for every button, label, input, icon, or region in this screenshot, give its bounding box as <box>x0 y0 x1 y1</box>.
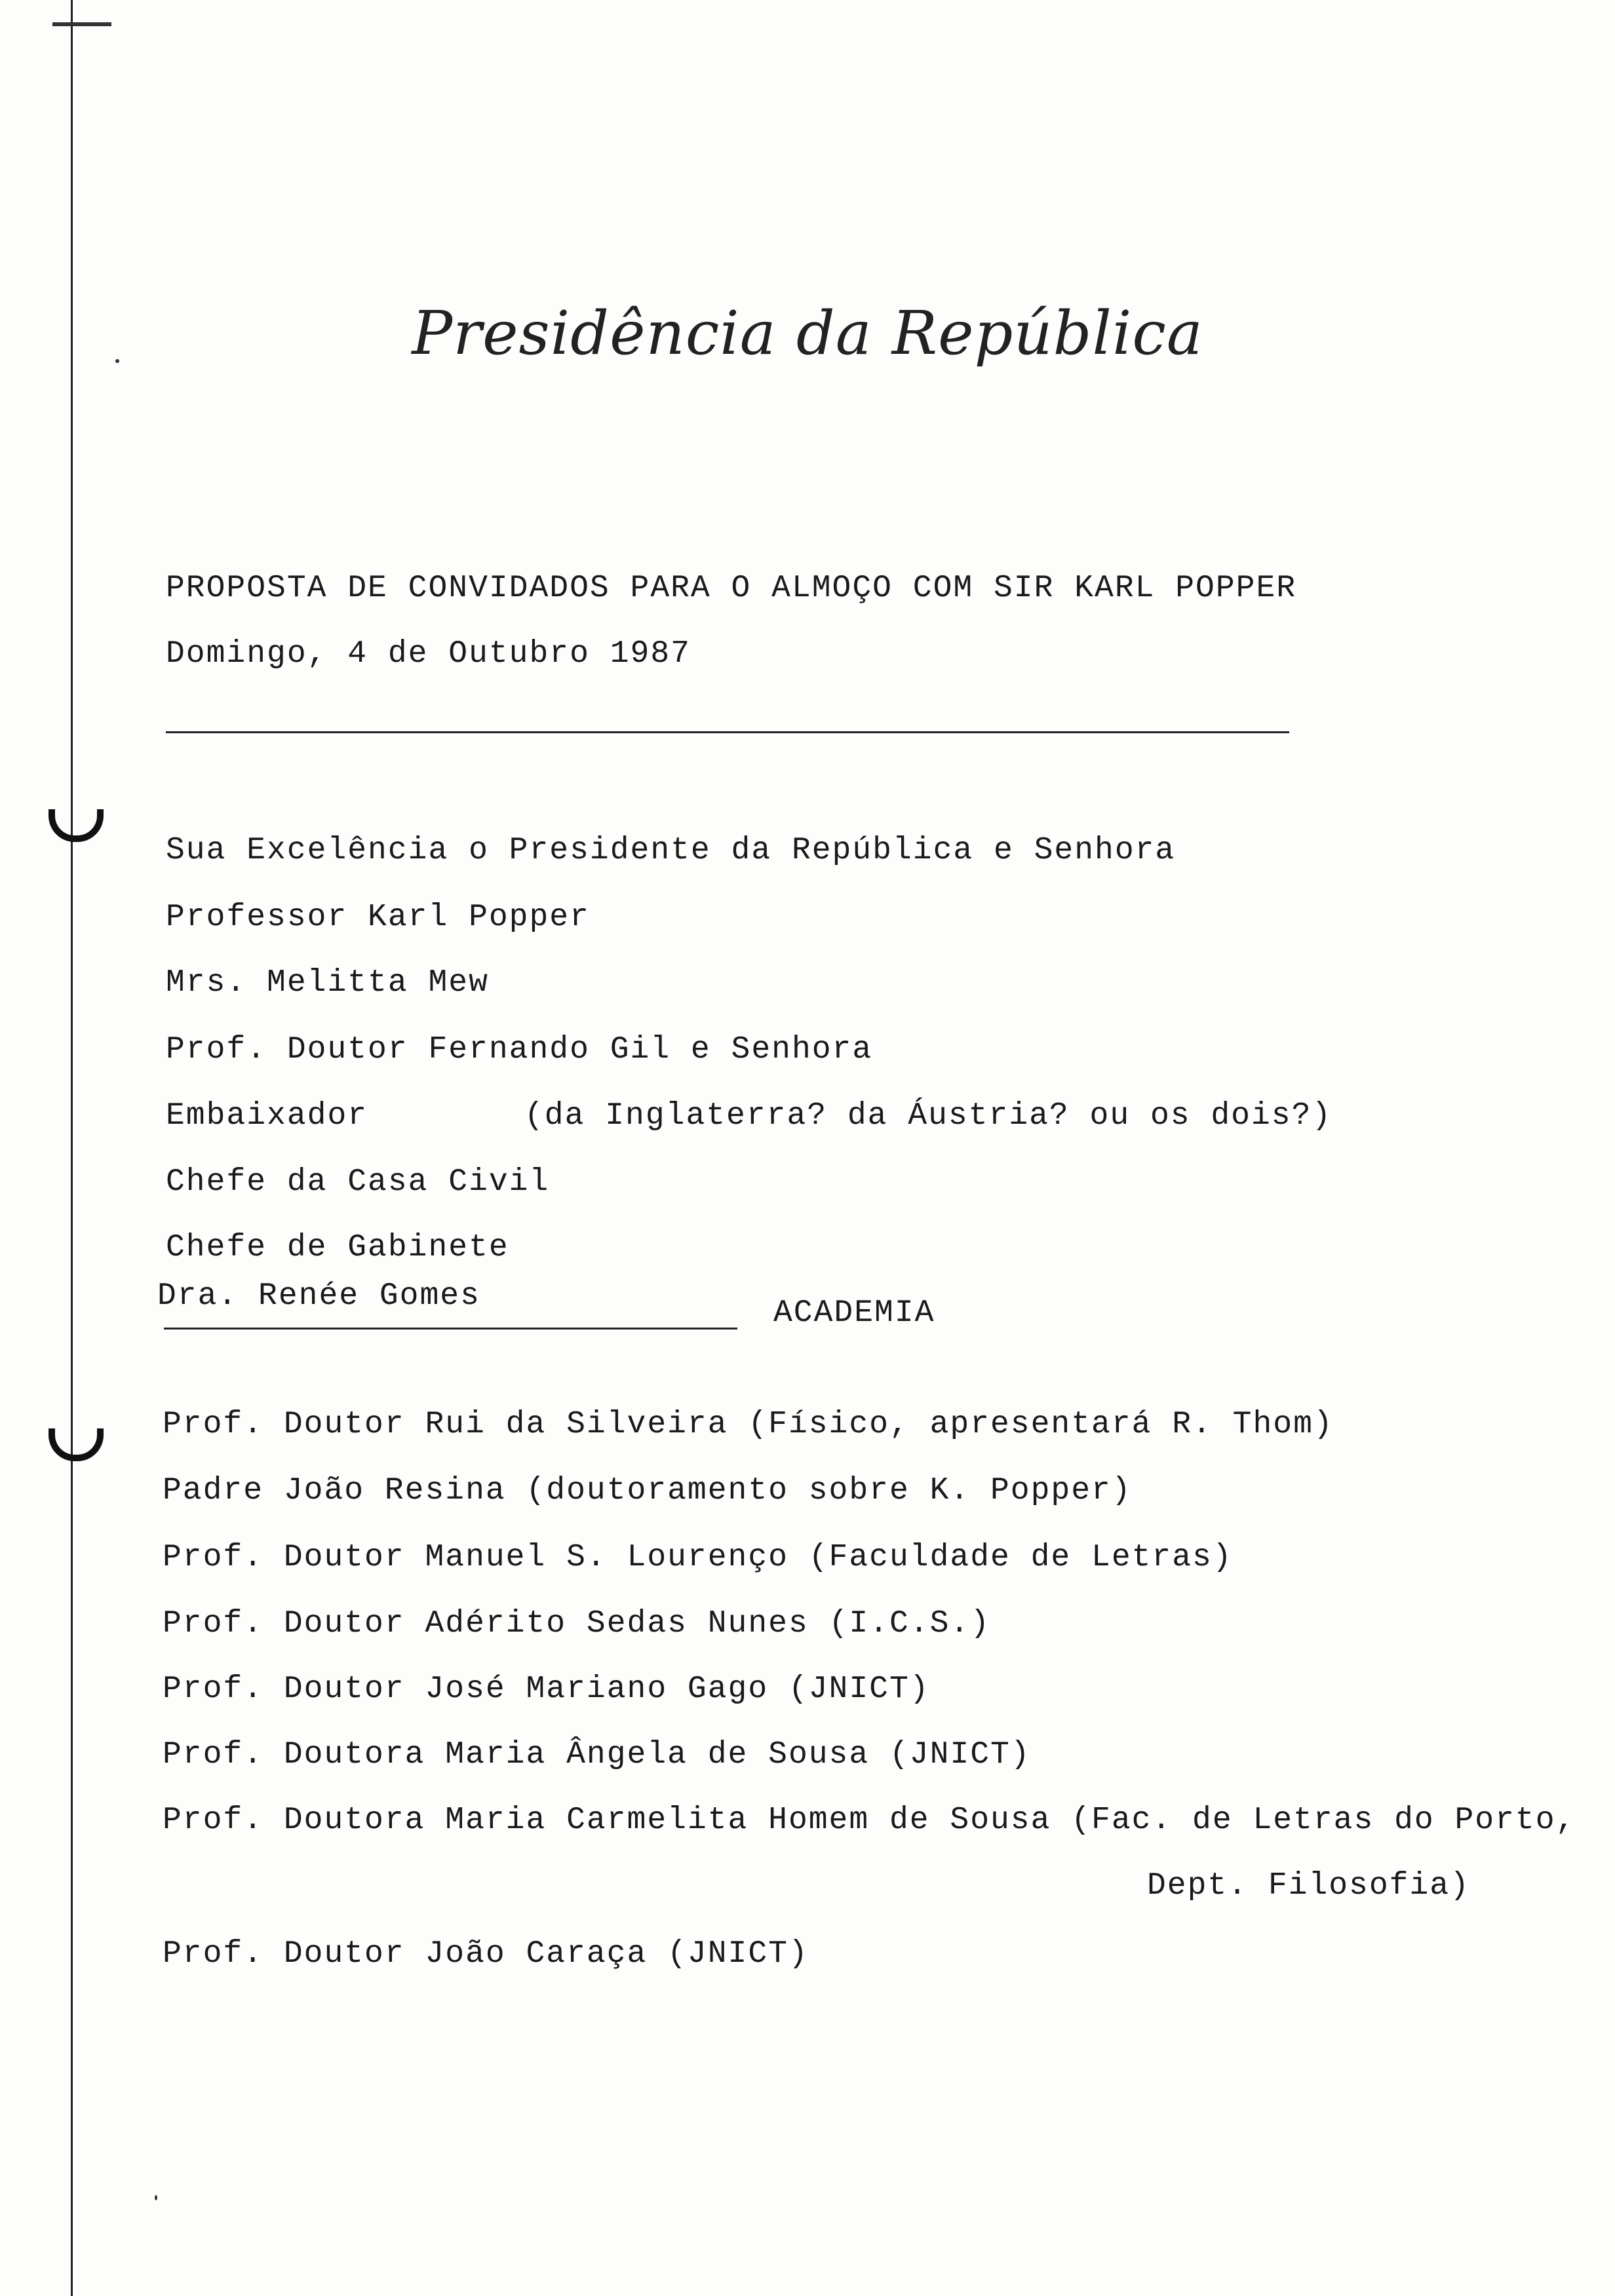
scan-speck <box>155 2195 157 2200</box>
punch-hole-bottom <box>49 1428 104 1461</box>
guest-line: Chefe da Casa Civil <box>166 1164 550 1200</box>
guest-line: Sua Excelência o Presidente da República e Senhora <box>166 833 1176 868</box>
document-title: PROPOSTA DE CONVIDADOS PARA O ALMOÇO COM SIR KARL POPPER <box>166 571 1297 606</box>
section-rule <box>164 1328 737 1330</box>
academia-line: Prof. Doutor Manuel S. Lourenço (Faculdade de Letras) <box>163 1540 1233 1575</box>
margin-tick <box>52 22 111 26</box>
academia-line: Padre João Resina (doutoramento sobre K. Popper) <box>163 1473 1132 1508</box>
guest-line: Mrs. Melitta Mew <box>166 965 489 1001</box>
academia-line: Prof. Doutor Adérito Sedas Nunes (I.C.S.) <box>163 1606 990 1641</box>
academia-continuation: Dept. Filosofia) <box>1147 1868 1470 1904</box>
academia-line: Prof. Doutora Maria Carmelita Homem de Sousa (Fac. de Letras do Porto, <box>163 1803 1576 1838</box>
section-label: ACADEMIA <box>773 1295 935 1331</box>
academia-line: Prof. Doutor José Mariano Gago (JNICT) <box>163 1672 930 1707</box>
academia-line: Prof. Doutor Rui da Silveira (Físico, apresentará R. Thom) <box>163 1407 1334 1442</box>
heading-rule <box>166 731 1289 733</box>
guest-line: Chefe de Gabinete <box>166 1230 509 1265</box>
guest-line: Professor Karl Popper <box>166 900 590 935</box>
academia-line: Prof. Doutora Maria Ângela de Sousa (JNICT) <box>163 1737 1031 1772</box>
letterhead: Presidência da República <box>412 298 1203 368</box>
punch-hole-top <box>49 809 104 842</box>
academia-line: Prof. Doutor João Caraça (JNICT) <box>163 1936 809 1972</box>
embaixador-note: (da Inglaterra? da Áustria? ou os dois?) <box>524 1098 1333 1134</box>
guest-line: Prof. Doutor Fernando Gil e Senhora <box>166 1032 873 1067</box>
handwritten-name: Dra. Renée Gomes <box>157 1278 480 1314</box>
document-date: Domingo, 4 de Outubro 1987 <box>166 636 691 672</box>
embaixador-label: Embaixador <box>166 1098 368 1134</box>
